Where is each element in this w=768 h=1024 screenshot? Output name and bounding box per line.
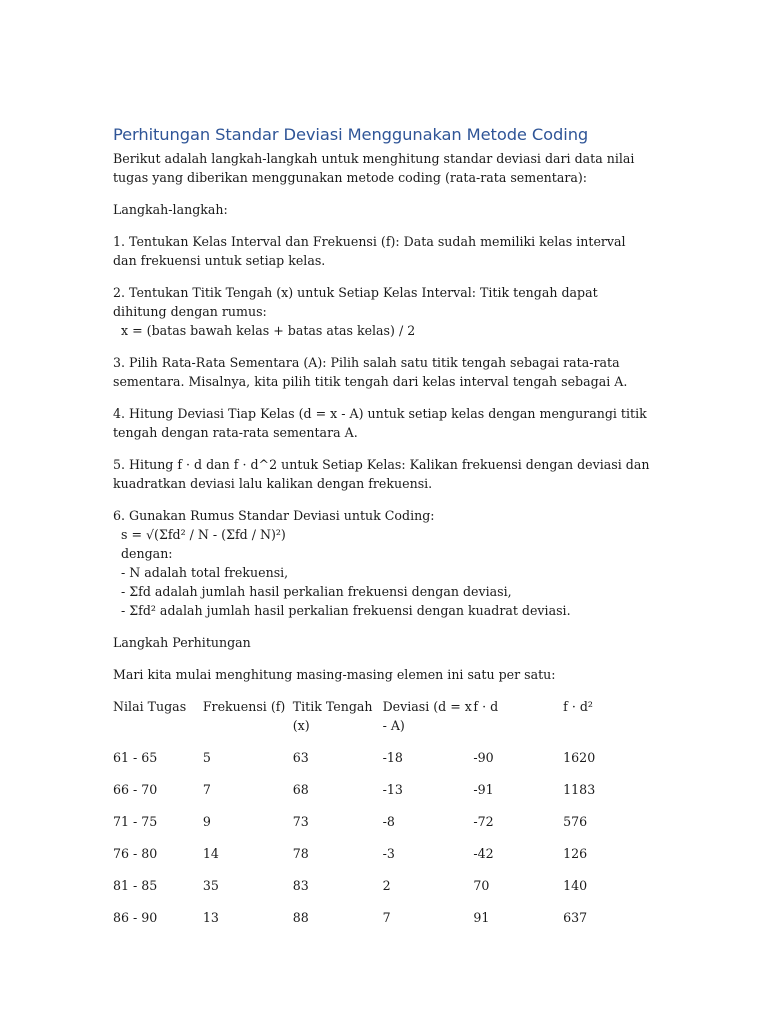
table-cell: 88: [292, 910, 309, 925]
table-cell: 140: [563, 878, 588, 893]
table-cell: 2: [382, 878, 391, 893]
table-cell: 83: [292, 878, 309, 893]
table-cell: 68: [292, 782, 309, 797]
steps-heading: Langkah-langkah:: [113, 202, 228, 217]
table-cell: 1183: [563, 782, 596, 797]
header-cell: Nilai Tugas: [113, 699, 187, 714]
table-cell: -18: [382, 750, 403, 765]
step-6-title: 6. Gunakan Rumus Standar Deviasi untuk Coding:: [113, 508, 435, 523]
table-cell: 91: [473, 910, 490, 925]
table-cell: 66 - 70: [113, 782, 158, 797]
step-6-item: - Σfd adalah jumlah hasil perkalian frekuensi dengan deviasi,: [121, 584, 512, 599]
step-5: 5. Hitung f · d dan f · d^2 untuk Setiap Kelas: Kalikan frekuensi dengan deviasi dan kuadratkan deviasi lalu kalikan dengan frekuensi.: [113, 457, 654, 491]
table-cell: -13: [382, 782, 403, 797]
table-row: [113, 876, 653, 908]
table-cell: 7: [382, 910, 391, 925]
table-row: [113, 908, 653, 940]
calc-heading: Langkah Perhitungan: [113, 635, 251, 650]
table-cell: 71 - 75: [113, 814, 158, 829]
step-3: 3. Pilih Rata-Rata Sementara (A): Pilih salah satu titik tengah sebagai rata-rata sementara. Misalnya, kita pilih titik tengah dari kelas interval tengah sebagai A.: [113, 355, 628, 389]
table-cell: 61 - 65: [113, 750, 158, 765]
table-cell: -8: [382, 814, 395, 829]
step-4: 4. Hitung Deviasi Tiap Kelas (d = x - A) untuk setiap kelas dengan mengurangi titik tengah dengan rata-rata sementara A.: [113, 406, 651, 440]
step-2-text: 2. Tentukan Titik Tengah (x) untuk Setiap Kelas Interval: Titik tengah dapat dihitung dengan rumus:: [113, 285, 602, 319]
table-cell: 576: [563, 814, 588, 829]
document-title: Perhitungan Standar Deviasi Menggunakan Metode Coding: [113, 125, 589, 144]
step-6: [113, 506, 653, 620]
table-cell: 35: [202, 878, 219, 893]
header-cell: Titik Tengah (x): [292, 699, 373, 733]
table-cell: 81 - 85: [113, 878, 158, 893]
header-cell: f · d: [473, 699, 499, 714]
step-2-formula: x = (batas bawah kelas + batas atas kelas) / 2: [121, 323, 416, 338]
header-cell: Deviasi (d = x - A): [382, 699, 472, 733]
frequency-table: [113, 697, 653, 940]
table-row: [113, 844, 653, 876]
table-cell: 7: [202, 782, 211, 797]
table-cell: 76 - 80: [113, 846, 158, 861]
table-cell: -3: [382, 846, 395, 861]
header-cell: f · d²: [563, 699, 593, 714]
table-cell: 63: [292, 750, 309, 765]
step-2: [113, 283, 653, 340]
table-cell: 637: [563, 910, 588, 925]
table-row: [113, 780, 653, 812]
table-cell: 13: [202, 910, 219, 925]
table-cell: -90: [473, 750, 494, 765]
document-body: [113, 124, 653, 940]
step-6-item: - Σfd² adalah jumlah hasil perkalian frekuensi dengan kuadrat deviasi.: [121, 603, 571, 618]
table-cell: 126: [563, 846, 588, 861]
step-6-with: dengan:: [121, 546, 173, 561]
table-cell: 70: [473, 878, 490, 893]
table-header-row: [113, 697, 653, 748]
step-1: 1. Tentukan Kelas Interval dan Frekuensi (f): Data sudah memiliki kelas interval dan frekuensi untuk setiap kelas.: [113, 234, 630, 268]
table-cell: 1620: [563, 750, 596, 765]
table-cell: 73: [292, 814, 309, 829]
table-cell: 14: [202, 846, 219, 861]
table-row: [113, 812, 653, 844]
step-6-formula: s = √(Σfd² / N - (Σfd / N)²): [121, 527, 286, 542]
table-cell: 86 - 90: [113, 910, 158, 925]
calc-intro: Mari kita mulai menghitung masing-masing elemen ini satu per satu:: [113, 667, 556, 682]
table-cell: 5: [202, 750, 211, 765]
intro-paragraph: Berikut adalah langkah-langkah untuk menghitung standar deviasi dari data nilai tugas yang diberikan menggunakan metode coding (rata-rata sementara):: [113, 151, 639, 185]
table-row: [113, 748, 653, 780]
table-cell: 78: [292, 846, 309, 861]
table-cell: 9: [202, 814, 211, 829]
table-cell: -72: [473, 814, 494, 829]
header-cell: Frekuensi (f): [202, 699, 286, 714]
table-cell: -91: [473, 782, 494, 797]
table-cell: -42: [473, 846, 494, 861]
step-6-item: - N adalah total frekuensi,: [121, 565, 289, 580]
